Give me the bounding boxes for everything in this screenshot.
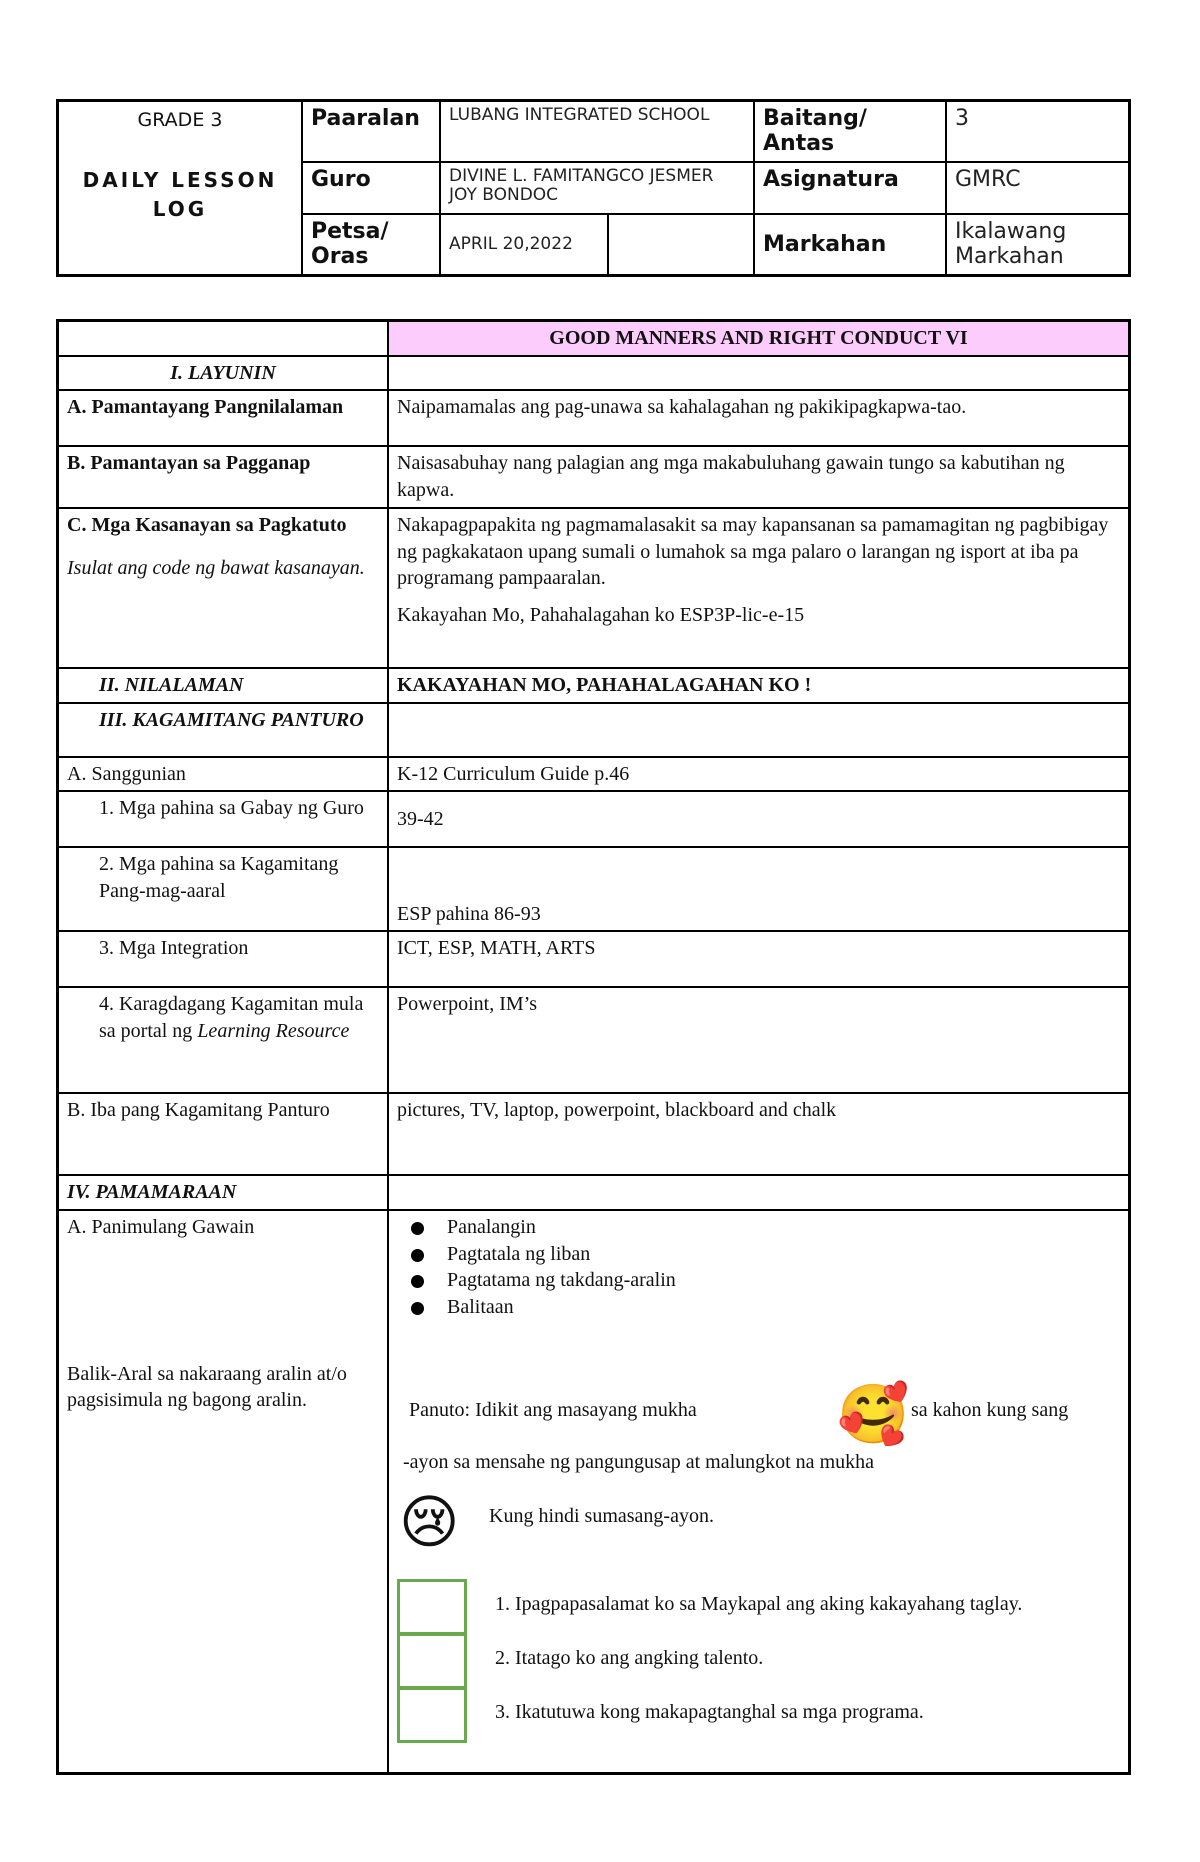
pamantayan-pagganap-value: Naisasabuhay nang palagian ang mga makabuluhang gawain tungo sa kabutihan ng kapwa. — [388, 446, 1130, 508]
karagdagang-value: Powerpoint, IM’s — [388, 987, 1130, 1093]
answer-box[interactable] — [397, 1579, 467, 1635]
balik-aral-label: Balik-Aral sa nakaraang aralin at/o pagsisimula ng bagong aralin. — [67, 1362, 347, 1412]
statement-3: 3. Ikatutuwa kong makapagtanghal sa mga programa. — [495, 1700, 924, 1723]
sanggunian-value: K-12 Curriculum Guide p.46 — [388, 757, 1130, 792]
guro-label: Guro — [302, 162, 440, 214]
list-item: Pagtatama ng takdang-aralin — [433, 1267, 1120, 1294]
oras-value — [608, 214, 754, 276]
kasanayan-label: C. Mga Kasanayan sa Pagkatuto — [67, 514, 347, 537]
karagdagang-label-italic: Learning Resource — [197, 1019, 350, 1042]
list-item: Balitaan — [433, 1294, 1120, 1321]
pamantayan-pagganap-label: B. Pamantayan sa Pagganap — [58, 446, 389, 508]
iba-label: B. Iba pang Kagamitang Panturo — [58, 1093, 389, 1175]
paaralan-label: Paaralan — [302, 101, 440, 162]
statement-2: 2. Itatago ko ang angking talento. — [495, 1646, 764, 1669]
document-title: DAILY LESSON LOG — [82, 167, 278, 221]
gabay-value: 39-42 — [388, 791, 1130, 847]
answer-box[interactable] — [397, 1687, 467, 1743]
karagdagang-label: 4. Karagdagang Kagamitan mula sa portal ng — [99, 993, 364, 1042]
answer-box[interactable] — [397, 1633, 467, 1689]
grade-cell — [58, 101, 303, 276]
kasanayan-code: Kakayahan Mo, Pahahalagahan ko ESP3P-lic-e-15 — [397, 603, 805, 626]
integration-label: 3. Mga Integration — [58, 931, 389, 987]
lesson-table — [56, 319, 1131, 1775]
smiling-face-with-hearts-icon: 🥰 — [837, 1379, 910, 1448]
pamantayang-pangnilalaman-label: A. Pamantayang Pangnilalaman — [58, 390, 389, 446]
subject-title: GOOD MANNERS AND RIGHT CONDUCT VI — [388, 321, 1130, 356]
asignatura-label: Asignatura — [754, 162, 946, 214]
panuto-line-1: Panuto: Idikit ang masayang mukha — [409, 1398, 697, 1421]
baitang-value: 3 — [946, 101, 1130, 162]
kasanayan-value: Nakapagpapakita ng pagmamalasakit sa may kapansanan sa pamamagitan ng pagbibigay ng pagkakataon upang sumali o lumahok sa mga palaro o larangan ng isport at iba pa programang pampaaralan. — [397, 514, 1109, 590]
mag-aaral-value: ESP pahina 86-93 — [388, 847, 1130, 931]
panimulang-content — [388, 1210, 1130, 1774]
markahan-value: Ikalawang Markahan — [946, 214, 1130, 276]
layunin-heading: I. LAYUNIN — [58, 356, 389, 391]
pamantayang-pangnilalaman-value: Naipamamalas ang pag-unawa sa kahalagahan ng pakikipagkapwa-tao. — [388, 390, 1130, 446]
header-table — [56, 99, 1131, 277]
statement-1: 1. Ipagpapasalamat ko sa Maykapal ang aking kakayahang taglay. — [495, 1592, 1023, 1615]
iba-value: pictures, TV, laptop, powerpoint, blackboard and chalk — [388, 1093, 1130, 1175]
kasanayan-value-cell — [388, 508, 1130, 668]
karagdagang-cell — [58, 987, 389, 1093]
nilalaman-heading: II. NILALAMAN — [58, 668, 389, 703]
list-item: Pagtatala ng liban — [433, 1241, 1120, 1268]
nilalaman-value: KAKAYAHAN MO, PAHAHALAGAHAN KO ! — [388, 668, 1130, 703]
kasanayan-cell — [58, 508, 389, 668]
pamamaraan-heading: IV. PAMAMARAAN — [58, 1175, 389, 1210]
petsa-label: Petsa/ Oras — [302, 214, 440, 276]
panimulang-list — [397, 1214, 1120, 1320]
sanggunian-label: A. Sanggunian — [58, 757, 389, 792]
kasanayan-note: Isulat ang code ng bawat kasanayan. — [67, 556, 365, 579]
grade-text: GRADE 3 — [137, 109, 223, 131]
panimulang-label: A. Panimulang Gawain — [67, 1215, 255, 1238]
panimulang-cell — [58, 1210, 389, 1774]
gabay-label: 1. Mga pahina sa Gabay ng Guro — [58, 791, 389, 847]
panuto-line-4: Kung hindi sumasang-ayon. — [489, 1504, 714, 1527]
sad-face-icon: 😢 — [399, 1487, 460, 1556]
list-item: Panalangin — [433, 1214, 1120, 1241]
paaralan-value: LUBANG INTEGRATED SCHOOL — [440, 101, 754, 162]
kagamitan-heading: III. KAGAMITANG PANTURO — [58, 703, 389, 757]
mag-aaral-label: 2. Mga pahina sa Kagamitang Pang-mag-aaral — [58, 847, 389, 931]
panuto-line-3: -ayon sa mensahe ng pangungusap at malungkot na mukha — [403, 1450, 874, 1473]
baitang-label: Baitang/ Antas — [754, 101, 946, 162]
markahan-label: Markahan — [754, 214, 946, 276]
integration-value: ICT, ESP, MATH, ARTS — [388, 931, 1130, 987]
guro-value: DIVINE L. FAMITANGCO JESMER JOY BONDOC — [440, 162, 754, 214]
petsa-value: APRIL 20,2022 — [440, 214, 608, 276]
asignatura-value: GMRC — [946, 162, 1130, 214]
panuto-line-2: sa kahon kung sang — [911, 1398, 1069, 1421]
